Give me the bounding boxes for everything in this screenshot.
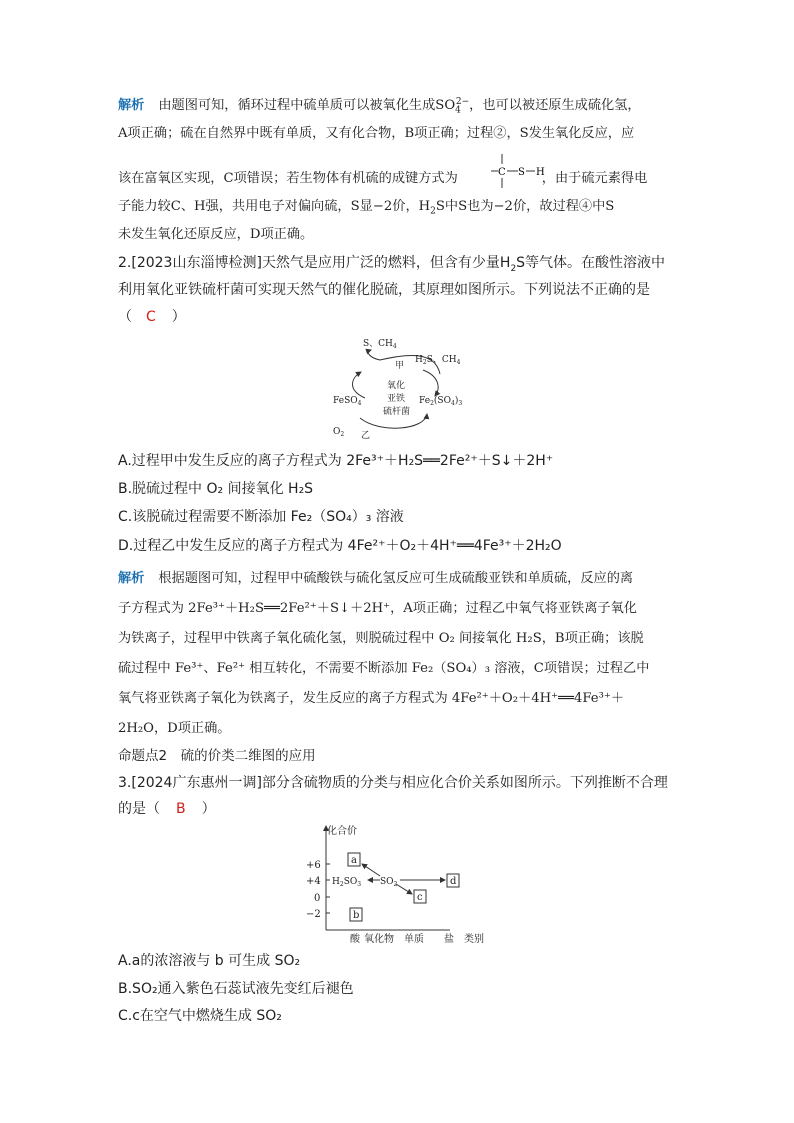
y-axis-label: 化合价 bbox=[327, 826, 357, 837]
sulfur-valence-class-diagram bbox=[300, 820, 500, 946]
ytick-plus6: +6 bbox=[306, 860, 321, 871]
arrow-so2-to-a bbox=[362, 864, 380, 876]
q1-analysis-line-2: A项正确；硫在自然界中既有单质，又有化合物，B项正确；过程②，S发生氧化反应，应 bbox=[118, 126, 635, 141]
q2-analysis-line-3: 为铁离子，过程甲中铁离子氧化硫化氢，则脱硫过程中 O₂ 间接氧化 H₂S，B项正确；该脱 bbox=[118, 631, 644, 646]
fig1-right: $Fe_2(SO_4)_3$ bbox=[419, 396, 463, 407]
struct-c: C bbox=[498, 167, 506, 178]
q2-option-c: C.该脱硫过程需要不断添加 Fe₂（SO₄）₃ 溶液 bbox=[118, 509, 404, 525]
q2-option-b: B.脱硫过程中 O₂ 间接氧化 H₂S bbox=[118, 481, 314, 497]
fig1-center-1: 氧化 bbox=[387, 381, 406, 391]
fig1-center-2: 亚铁 bbox=[387, 394, 406, 404]
struct-s: S bbox=[518, 167, 525, 178]
fig1-center-3: 硫杆菌 bbox=[383, 407, 411, 417]
q2-option-a: A.过程甲中发生反应的离子方程式为 2Fe³⁺＋H₂S══2Fe²⁺＋S↓＋2H⁺ bbox=[118, 453, 554, 469]
q2-stem-line-1: 2.[2023山东淄博检测]天然气是应用广泛的燃料，但含有少量$H_2S$等气体。在酸性溶液中 bbox=[118, 255, 666, 274]
q1-analysis-line-3: 该在富氧区实现，C项错误；若生物体有机硫的成键方式为 ，由于硫元素得电 bbox=[118, 171, 648, 186]
q3-option-b: B.SO₂通入紫色石蕊试液先变红后褪色 bbox=[118, 981, 354, 997]
left-cycle-arrow bbox=[353, 372, 366, 398]
ytick-zero: 0 bbox=[314, 893, 321, 904]
fig1-proc-a: 甲 bbox=[395, 361, 405, 371]
right-cycle-arrow bbox=[423, 370, 438, 396]
label-so2: $SO_2$ bbox=[380, 877, 398, 888]
xcat-salt: 盐 bbox=[444, 934, 454, 945]
struct-h: H bbox=[536, 167, 545, 178]
q3-stem-line-2: 的是（ B ） bbox=[118, 801, 216, 817]
q2-stem-line-2: 利用氧化亚铁硫杆菌可实现天然气的催化脱硫，其原理如图所示。下列说法不正确的是 bbox=[118, 282, 650, 298]
arrow-so2-to-c bbox=[396, 884, 412, 894]
q2-analysis-line-4: 硫过程中 Fe³⁺、Fe²⁺ 相互转化，不需要不断添加 Fe₂（SO₄）₃ 溶液，C项错误；过程乙中 bbox=[118, 661, 650, 676]
q3-answer: B bbox=[176, 801, 186, 817]
analysis-label: 解析 bbox=[118, 98, 145, 113]
q2-option-d: D.过程乙中发生反应的离子方程式为 4Fe²⁺＋O₂＋4H⁺══4Fe³⁺＋2H₂O bbox=[118, 538, 562, 554]
q1-analysis-line-4: 子能力较C、H强，共用电子对偏向硫，S显−2价，$H_2S$中S也为−2价，故过程④中S bbox=[118, 199, 615, 217]
fig1-proc-b: 乙 bbox=[361, 431, 371, 441]
q2-answer: C bbox=[146, 309, 156, 325]
c-s-h-structure bbox=[489, 152, 547, 192]
fig1-top-right: $H_2S$、$CH_4$ bbox=[415, 355, 461, 366]
q3-option-a: A.a的浓溶液与 b 可生成 SO₂ bbox=[118, 953, 301, 969]
ytick-plus4: +4 bbox=[306, 876, 321, 887]
svg-text:d: d bbox=[450, 876, 457, 887]
q2-analysis-line-1: 解析 根据题图可知，过程甲中硫酸铁与硫化氢反应可生成硫酸亚铁和单质硫，反应的离 bbox=[118, 571, 634, 586]
q1-analysis-line-1: 解析 由题图可知，循环过程中硫单质可以被氧化生成$SO_4^{2-}$，也可以被还原生成硫化氢， bbox=[118, 96, 641, 116]
q3-option-c: C.c在空气中燃烧生成 SO₂ bbox=[118, 1008, 282, 1024]
q2-analysis-line-6: 2H₂O，D项正确。 bbox=[118, 721, 231, 736]
label-h2so3: $H_2SO_3$ bbox=[332, 877, 362, 888]
ytick-minus2: −2 bbox=[306, 909, 321, 920]
xcat-acid: 酸 bbox=[350, 934, 360, 945]
q2-analysis-line-2: 子方程式为 2Fe³⁺＋H₂S══2Fe²⁺＋S↓＋2H⁺，A项正确；过程乙中氧气将亚铁离子氧化 bbox=[118, 601, 637, 616]
svg-text:b: b bbox=[353, 910, 360, 921]
svg-text:c: c bbox=[417, 892, 423, 903]
section-point-2: 命题点2 硫的价类二维图的应用 bbox=[118, 748, 316, 764]
fig1-bottom: $O_2$ bbox=[333, 427, 345, 438]
xcat-element: 单质 bbox=[404, 934, 424, 945]
desulfurization-cycle-diagram bbox=[325, 330, 490, 442]
svg-text:a: a bbox=[351, 855, 357, 866]
q2-stem-line-3: （ C ） bbox=[118, 309, 186, 325]
q3-stem-line-1: 3.[2024广东惠州一调]部分含硫物质的分类与相应化合价关系如图所示。下列推断不合理 bbox=[118, 775, 668, 791]
fig1-top-left: S、$CH_4$ bbox=[363, 339, 397, 350]
fig1-left: FeSO$_4$ bbox=[333, 396, 362, 407]
x-axis-label: 类别 bbox=[464, 934, 484, 945]
q1-analysis-line-5: 未发生氧化还原反应，D项正确。 bbox=[118, 227, 314, 242]
q2-analysis-line-5: 氧气将亚铁离子氧化为铁离子，发生反应的离子方程式为 4Fe²⁺＋O₂＋4H⁺══4Fe³⁺＋ bbox=[118, 691, 625, 706]
xcat-oxide: 氧化物 bbox=[364, 934, 394, 945]
